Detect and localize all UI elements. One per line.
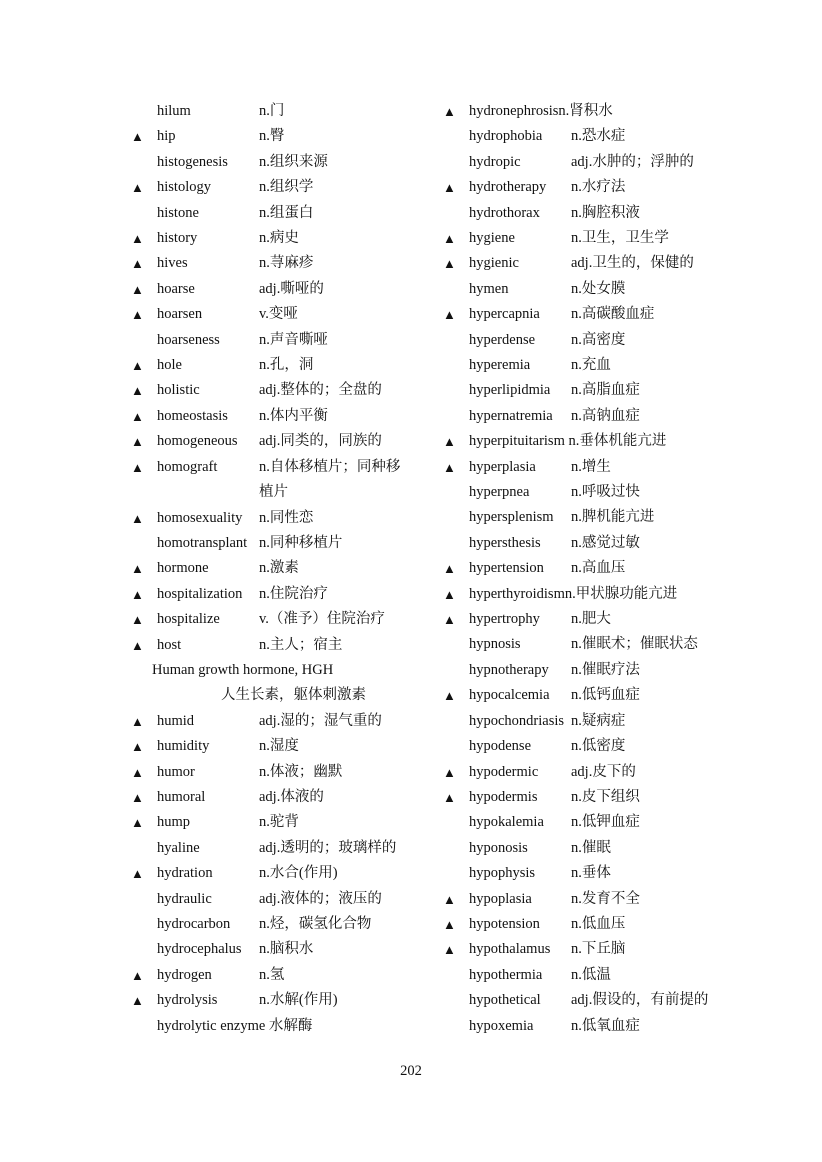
- entry-definition: n.同性恋: [259, 509, 314, 526]
- key-term-marker: ▲: [131, 764, 144, 780]
- glossary-entry: [131, 963, 401, 988]
- entry-term: hyperpnea: [469, 484, 530, 501]
- glossary-entry: [443, 378, 713, 403]
- entry-definition: n.处女膜: [571, 280, 626, 297]
- entry-term: hypothermia: [469, 966, 543, 983]
- entry-definition: adj.体液的: [259, 788, 324, 805]
- entry-term: hyperdense: [469, 331, 536, 348]
- entry-term: histology: [157, 179, 211, 196]
- glossary-entry: [443, 937, 713, 962]
- entry-definition: n.湿度: [259, 738, 299, 755]
- key-term-marker: ▲: [131, 307, 144, 323]
- key-term-marker: ▲: [131, 612, 144, 628]
- glossary-entry: [443, 658, 713, 683]
- entry-definition: n.主人；宿主: [259, 636, 343, 653]
- entry-definition: n.孔，洞: [259, 357, 314, 374]
- glossary-entry: [443, 150, 713, 175]
- entry-definition: n.高血压: [571, 560, 626, 577]
- glossary-entry: [131, 175, 401, 200]
- key-term-marker: ▲: [443, 764, 456, 780]
- entry-term: hydraulic: [157, 890, 212, 907]
- entry-definition: n.住院治疗: [259, 585, 328, 602]
- entry-term: hoarseness: [157, 331, 220, 348]
- entry-definition: n.组蛋白: [259, 204, 314, 221]
- entry-term: hypertension: [469, 560, 544, 577]
- key-term-marker: ▲: [131, 408, 144, 424]
- glossary-entry: [443, 556, 713, 581]
- glossary-entry: [131, 912, 401, 937]
- key-term-marker: ▲: [131, 866, 144, 882]
- glossary-entry: [443, 632, 713, 657]
- glossary-entry: [443, 175, 713, 200]
- page-number: 202: [400, 1063, 422, 1079]
- entry-term: hives: [157, 255, 188, 272]
- entry-definition: n.组织来源: [259, 153, 328, 170]
- entry-term: hypokalemia: [469, 814, 544, 831]
- entry-definition: adj.水肿的；浮肿的: [571, 153, 694, 170]
- right-column: [443, 99, 713, 1039]
- key-term-marker: ▲: [131, 281, 144, 297]
- glossary-entry: [131, 1014, 401, 1039]
- entry-definition: n.发育不全: [571, 890, 640, 907]
- entry-definition: n.水合(作用): [259, 865, 338, 882]
- glossary-entry: [131, 353, 401, 378]
- glossary-entry: [131, 734, 401, 759]
- glossary-entry: [443, 429, 713, 454]
- glossary-entry: [131, 302, 401, 327]
- glossary-entry: [131, 582, 401, 607]
- glossary-entry: [131, 556, 401, 581]
- entry-definition: n.驼背: [259, 814, 299, 831]
- entry-term: hypodense: [469, 738, 532, 755]
- key-term-marker: ▲: [443, 891, 456, 907]
- glossary-entry: [443, 251, 713, 276]
- entry-term: hole: [157, 357, 182, 374]
- entry-definition: n.下丘脑: [571, 941, 626, 958]
- entry-term: humoral: [157, 788, 206, 805]
- entry-definition: adj.湿的；湿气重的: [259, 712, 382, 729]
- entry-term: hypoplasia: [469, 890, 532, 907]
- entry-term: hypodermic: [469, 763, 539, 780]
- key-term-marker: ▲: [443, 942, 456, 958]
- entry-term: hypersplenism: [469, 509, 554, 526]
- entry-definition: adj.透明的；玻璃样的: [259, 839, 397, 856]
- glossary-entry: [131, 937, 401, 962]
- entry-term: hypocalcemia: [469, 687, 550, 704]
- entry-term: hypersthesis: [469, 534, 541, 551]
- entry-term: hypodermis: [469, 788, 538, 805]
- entry-definition: adj.皮下的: [571, 763, 636, 780]
- glossary-entry: [131, 429, 401, 454]
- entry-term: hyperlipidmia: [469, 382, 551, 399]
- entry-term: hospitalization: [157, 585, 243, 602]
- entry-term: hip: [157, 128, 176, 145]
- glossary-entry: [131, 607, 401, 632]
- glossary-entry: [131, 378, 401, 403]
- entry-term: hypnotherapy: [469, 661, 549, 678]
- key-term-marker: ▲: [131, 358, 144, 374]
- glossary-entry: [443, 99, 713, 124]
- entry-definition: n.高密度: [571, 331, 626, 348]
- entry-definition: n.氢: [259, 966, 285, 983]
- key-term-marker: ▲: [131, 739, 144, 755]
- glossary-entry: [131, 531, 401, 556]
- entry-term: hypotension: [469, 915, 540, 932]
- entry-term: hoarsen: [157, 306, 203, 323]
- glossary-entry: [443, 607, 713, 632]
- entry-term: host: [157, 636, 182, 653]
- entry-term: hyperemia: [469, 357, 531, 374]
- glossary-entry: [443, 124, 713, 149]
- glossary-entry: [131, 506, 401, 531]
- entry-term: hormone: [157, 560, 209, 577]
- entry-term: hyperplasia: [469, 458, 536, 475]
- entry-term: homeostasis: [157, 407, 228, 424]
- key-term-marker: ▲: [131, 815, 144, 831]
- glossary-entry: [131, 124, 401, 149]
- key-term-marker: ▲: [131, 561, 144, 577]
- entry-definition: n.低钙血症: [571, 687, 640, 704]
- entry-definition: n.胸腔积液: [571, 204, 640, 221]
- entry-term: holistic: [157, 382, 200, 399]
- entry-term: hilum: [157, 103, 191, 119]
- entry-definition: n.同种移植片: [259, 534, 343, 551]
- entry-term: hydration: [157, 865, 213, 882]
- entry-definition: n.呼吸过快: [571, 484, 640, 501]
- entry-definition: n.体液；幽默: [259, 763, 343, 780]
- entry-definition: n.催眠术；催眠状态: [571, 636, 698, 653]
- glossary-entry: [443, 582, 713, 607]
- key-term-marker: ▲: [131, 459, 144, 475]
- glossary-entry: [443, 302, 713, 327]
- key-term-marker: ▲: [131, 510, 144, 526]
- entry-definition: n.感觉过敏: [571, 534, 640, 551]
- entry-term: hyaline: [157, 839, 200, 856]
- entry-definition: n.臀: [259, 128, 285, 145]
- glossary-entry: [443, 810, 713, 835]
- glossary-entry: [131, 861, 401, 886]
- glossary-entry: [443, 480, 713, 505]
- glossary-entry: [443, 201, 713, 226]
- key-term-marker: ▲: [443, 256, 456, 272]
- entry-definition: n.催眠: [571, 839, 611, 856]
- entry-term: homograft: [157, 458, 218, 475]
- entry-definition: n.水解(作用): [259, 992, 338, 1009]
- entry-term: humid: [157, 712, 195, 729]
- entry-term: hydropic: [469, 153, 521, 170]
- entry-definition: n.自体移植片；同种移植片: [259, 458, 401, 501]
- entry-term: hyponosis: [469, 839, 528, 856]
- entry-definition: n.声音嘶哑: [259, 331, 328, 348]
- entry-term: hydronephrosisn.肾积水: [469, 103, 613, 119]
- entry-definition: n.体内平衡: [259, 407, 328, 424]
- glossary-entry: [131, 709, 401, 734]
- entry-definition: n.皮下组织: [571, 788, 640, 805]
- entry-definition: n.荨麻疹: [259, 255, 314, 272]
- glossary-entry: [443, 505, 713, 530]
- entry-definition: adj.同类的，同族的: [259, 433, 382, 450]
- glossary-entry: [131, 988, 401, 1013]
- key-term-marker: ▲: [443, 104, 456, 119]
- key-term-marker: ▲: [131, 434, 144, 450]
- entry-definition: n.肥大: [571, 611, 611, 628]
- key-term-marker: ▲: [443, 561, 456, 577]
- glossary-entry: [131, 633, 401, 658]
- entry-term: hyperthyroidismn.甲状腺功能亢进: [469, 585, 678, 602]
- entry-term: history: [157, 230, 198, 247]
- key-term-marker: ▲: [131, 637, 144, 653]
- entry-definition: n.低温: [571, 966, 611, 983]
- glossary-entry: [131, 785, 401, 810]
- entry-term: hygiene: [469, 230, 515, 247]
- entry-term: hypercapnia: [469, 306, 540, 323]
- glossary-entry: [131, 328, 401, 353]
- entry-definition: n.组织学: [259, 179, 314, 196]
- entry-term: histone: [157, 204, 199, 221]
- key-term-marker: ▲: [131, 256, 144, 272]
- entry-definition: adj.液体的；液压的: [259, 890, 382, 907]
- entry-term: hypertrophy: [469, 611, 540, 628]
- glossary-entry: [443, 963, 713, 988]
- entry-definition: adj.假设的，有前提的: [571, 992, 709, 1009]
- entry-definition: n.烃，碳氢化合物: [259, 915, 372, 932]
- entry-definition: n.高钠血症: [571, 407, 640, 424]
- glossary-entry: [443, 836, 713, 861]
- entry-definition: n.增生: [571, 458, 611, 475]
- entry-definition: n.卫生，卫生学: [571, 230, 669, 247]
- entry-definition: n.恐水症: [571, 128, 626, 145]
- glossary-entry: [443, 455, 713, 480]
- entry-definition: n.低钾血症: [571, 814, 640, 831]
- entry-term: hump: [157, 814, 191, 831]
- entry-definition: v.（准予）住院治疗: [259, 611, 385, 628]
- key-term-marker: ▲: [443, 231, 456, 247]
- glossary-entry: [443, 404, 713, 429]
- entry-term: hydrothorax: [469, 204, 540, 221]
- key-term-marker: ▲: [131, 383, 144, 399]
- glossary-entry: [443, 226, 713, 251]
- entry-term: humidity: [157, 738, 210, 755]
- glossary-entry: [131, 150, 401, 175]
- entry-definition: n.水疗法: [571, 179, 626, 196]
- key-term-marker: ▲: [131, 231, 144, 247]
- key-term-marker: ▲: [443, 688, 456, 704]
- entry-term: hydrogen: [157, 966, 212, 983]
- entry-definition: n.充血: [571, 357, 611, 374]
- left-column: [131, 99, 401, 1039]
- glossary-entry: [443, 887, 713, 912]
- entry-definition: n.催眠疗法: [571, 661, 640, 678]
- entry-term: hypochondriasis: [469, 712, 565, 729]
- entry-term: histogenesis: [157, 153, 228, 170]
- entry-term: hydrotherapy: [469, 179, 547, 196]
- entry-definition: v.变哑: [259, 306, 298, 323]
- glossary-entry: [443, 277, 713, 302]
- entry-definition: n.疑病症: [571, 712, 626, 729]
- glossary-entry: [443, 861, 713, 886]
- entry-term: hypernatremia: [469, 407, 553, 424]
- key-term-marker: ▲: [131, 129, 144, 145]
- glossary-entry: [443, 531, 713, 556]
- glossary-entry: [443, 683, 713, 708]
- entry-term: homogeneous: [157, 433, 238, 450]
- entry-definition: 人生长素，躯体刺激素: [221, 687, 366, 704]
- glossary-entry: [131, 251, 401, 276]
- entry-definition: adj.整体的；全盘的: [259, 382, 382, 399]
- key-term-marker: ▲: [131, 993, 144, 1009]
- entry-definition: n.低氧血症: [571, 1017, 640, 1034]
- entry-term: hypothalamus: [469, 941, 551, 958]
- key-term-marker: ▲: [443, 789, 456, 805]
- glossary-entry: [131, 836, 401, 861]
- entry-definition: n.病史: [259, 230, 299, 247]
- entry-term: hospitalize: [157, 611, 220, 628]
- glossary-entry: [443, 760, 713, 785]
- entry-term: hygienic: [469, 255, 519, 272]
- glossary-entry: [443, 734, 713, 759]
- glossary-entry: [443, 328, 713, 353]
- entry-term: hydrolytic enzyme 水解酶: [157, 1017, 313, 1034]
- glossary-entry: [131, 887, 401, 912]
- entry-term: hydrolysis: [157, 992, 218, 1009]
- glossary-entry: [131, 404, 401, 429]
- glossary-entry: [443, 988, 713, 1013]
- key-term-marker: ▲: [443, 459, 456, 475]
- glossary-entry: [131, 99, 401, 124]
- entry-definition: adj.嘶哑的: [259, 280, 324, 297]
- entry-definition: n.激素: [259, 560, 299, 577]
- key-term-marker: ▲: [443, 307, 456, 323]
- entry-definition: n.低密度: [571, 738, 626, 755]
- key-term-marker: ▲: [443, 180, 456, 196]
- entry-definition: n.脑积水: [259, 941, 314, 958]
- entry-term: humor: [157, 763, 195, 780]
- glossary-entry: [443, 785, 713, 810]
- entry-definition: n.低血压: [571, 915, 626, 932]
- glossary-entry: [443, 353, 713, 378]
- key-term-marker: ▲: [131, 586, 144, 602]
- entry-term: Human growth hormone, HGH: [152, 661, 334, 678]
- glossary-entry: [443, 1014, 713, 1039]
- entry-definition: n.门: [259, 103, 285, 119]
- glossary-entry: [131, 658, 401, 709]
- entry-term: hyperpituitarism n.垂体机能亢进: [469, 433, 667, 450]
- entry-term: homosexuality: [157, 509, 243, 526]
- entry-term: hydrocarbon: [157, 915, 231, 932]
- glossary-entry: [443, 912, 713, 937]
- key-term-marker: ▲: [131, 180, 144, 196]
- glossary-entry: [131, 810, 401, 835]
- glossary-entry: [131, 455, 401, 506]
- entry-definition: n.高脂血症: [571, 382, 640, 399]
- glossary-entry: [443, 709, 713, 734]
- key-term-marker: ▲: [443, 434, 456, 450]
- entry-term: hydrocephalus: [157, 941, 242, 958]
- key-term-marker: ▲: [131, 713, 144, 729]
- entry-term: hypothetical: [469, 992, 541, 1009]
- key-term-marker: ▲: [443, 612, 456, 628]
- entry-definition: n.高碳酸血症: [571, 306, 655, 323]
- glossary-entry: [131, 760, 401, 785]
- entry-term: hypnosis: [469, 636, 521, 653]
- glossary-entry: [131, 201, 401, 226]
- entry-term: hypoxemia: [469, 1017, 534, 1034]
- key-term-marker: ▲: [443, 916, 456, 932]
- entry-definition: n.脾机能亢进: [571, 509, 655, 526]
- entry-term: hypophysis: [469, 865, 536, 882]
- key-term-marker: ▲: [131, 967, 144, 983]
- entry-term: hydrophobia: [469, 128, 543, 145]
- entry-term: homotransplant: [157, 534, 248, 551]
- entry-definition: adj.卫生的，保健的: [571, 255, 694, 272]
- entry-term: hoarse: [157, 280, 195, 297]
- key-term-marker: ▲: [131, 789, 144, 805]
- glossary-entry: [131, 226, 401, 251]
- glossary-entry: [131, 277, 401, 302]
- entry-term: hymen: [469, 280, 509, 297]
- entry-definition: n.垂体: [571, 865, 611, 882]
- key-term-marker: ▲: [443, 586, 456, 602]
